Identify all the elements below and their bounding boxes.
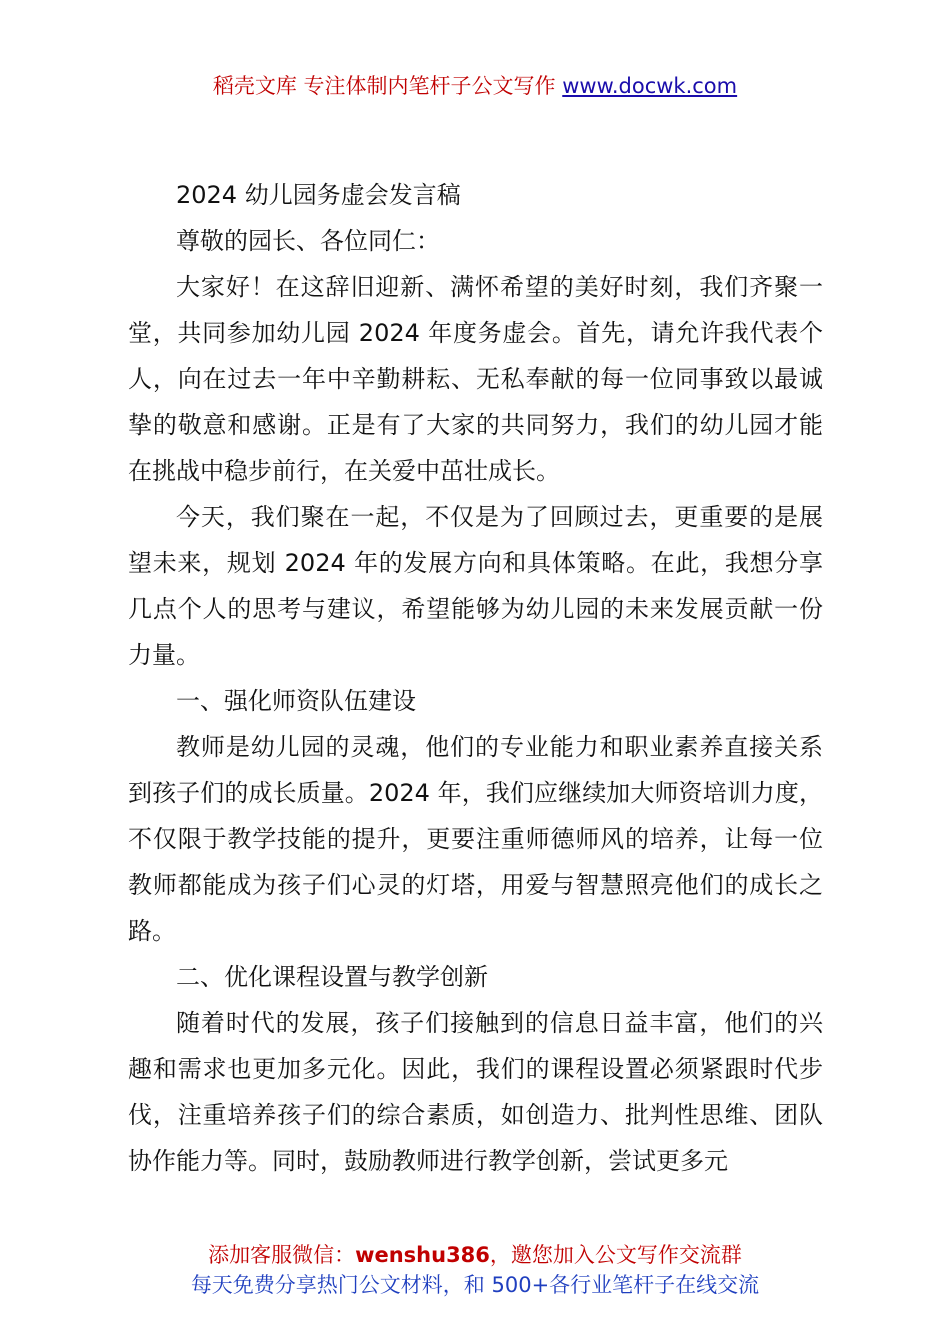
document-body bbox=[128, 172, 823, 1184]
section-heading: 二、优化课程设置与教学创新 bbox=[176, 963, 488, 991]
paragraph: 大家好！在这辞旧迎新、满怀希望的美好时刻，我们齐聚一堂，共同参加幼儿园 2024 年度务虚会。首先，请允许我代表个人，向在过去一年中辛勤耕耘、无私奉献的每一位同事致以最诚挚的敬意和感谢。正是有了大家的共同努力，我们的幼儿园才能在挑战中稳步前行，在关爱中茁壮成长。 bbox=[128, 273, 823, 485]
footer-suffix: ，邀您加入公文写作交流群 bbox=[489, 1243, 742, 1267]
paragraph: 随着时代的发展，孩子们接触到的信息日益丰富，他们的兴趣和需求也更加多元化。因此，我们的课程设置必须紧跟时代步伐，注重培养孩子们的综合素质，如创造力、批判性思维、团队协作能力等。同时，鼓励教师进行教学创新，尝试更多元 bbox=[128, 1009, 823, 1175]
paragraph: 教师是幼儿园的灵魂，他们的专业能力和职业素养直接关系到孩子们的成长质量。2024 年，我们应继续加大师资培训力度，不仅限于教学技能的提升，更要注重师德师风的培养，让每一位教师都能成为孩子们心灵的灯塔，用爱与智慧照亮他们的成长之路。 bbox=[128, 733, 823, 945]
document-title: 2024 幼儿园务虚会发言稿 bbox=[176, 181, 461, 209]
footer-prefix: 添加客服微信： bbox=[208, 1243, 356, 1267]
site-slogan: 稻壳文库 专注体制内笔杆子公文写作 bbox=[212, 74, 556, 98]
footer-line-2: 每天免费分享热门公文材料，和 500+各行业笔杆子在线交流 bbox=[190, 1273, 760, 1297]
page-footer bbox=[0, 1240, 950, 1300]
paragraph: 今天，我们聚在一起，不仅是为了回顾过去，更重要的是展望未来，规划 2024 年的发展方向和具体策略。在此，我想分享几点个人的思考与建议，希望能够为幼儿园的未来发展贡献一份力量。 bbox=[128, 503, 823, 669]
footer-line-1 bbox=[0, 1240, 950, 1270]
site-link[interactable]: www.docwk.com bbox=[562, 74, 738, 98]
wechat-id: wenshu386 bbox=[355, 1243, 490, 1267]
salutation: 尊敬的园长、各位同仁： bbox=[176, 227, 440, 255]
page-header bbox=[0, 70, 950, 100]
section-heading: 一、强化师资队伍建设 bbox=[176, 687, 416, 715]
